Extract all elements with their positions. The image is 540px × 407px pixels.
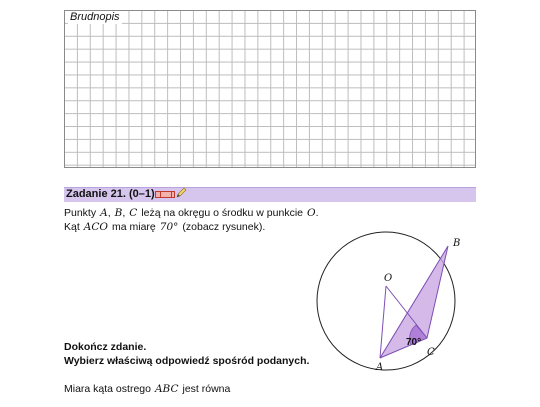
label-b: B [453,238,461,249]
segment-oa [380,286,386,358]
points-box-icon [155,191,175,198]
math-point-b: B [114,207,123,219]
task-line-2: Kąt ACO ma miarę 70° (zobacz rysunek). [64,221,266,233]
pencil-icon [175,187,187,199]
math-point-c: C [129,207,138,219]
question-line: Miara kąta ostrego ABC jest równa [64,383,231,395]
math-point-a: A [100,207,108,219]
label-c: C [427,347,435,358]
geometry-figure [310,228,480,378]
math-point-o: O [307,207,316,219]
label-o: O [384,273,393,284]
math-angle-abc: ABC [154,383,179,395]
task-line-1: Punkty A, B, C leżą na okręgu o środku w punkcie O. [64,207,319,219]
label-a: A [376,362,384,373]
angle-label: 70° [406,337,422,348]
draft-label: Brudnopis [70,11,120,23]
math-angle-aco: ACO [83,221,108,233]
task-title: Zadanie 21. (0–1) [66,188,155,200]
instruction-2: Wybierz właściwą odpowiedź spośród podanych. [64,355,310,367]
instruction-1: Dokończ zdanie. [64,341,147,353]
draft-grid [64,10,476,168]
math-angle-value: 70° [159,221,179,233]
